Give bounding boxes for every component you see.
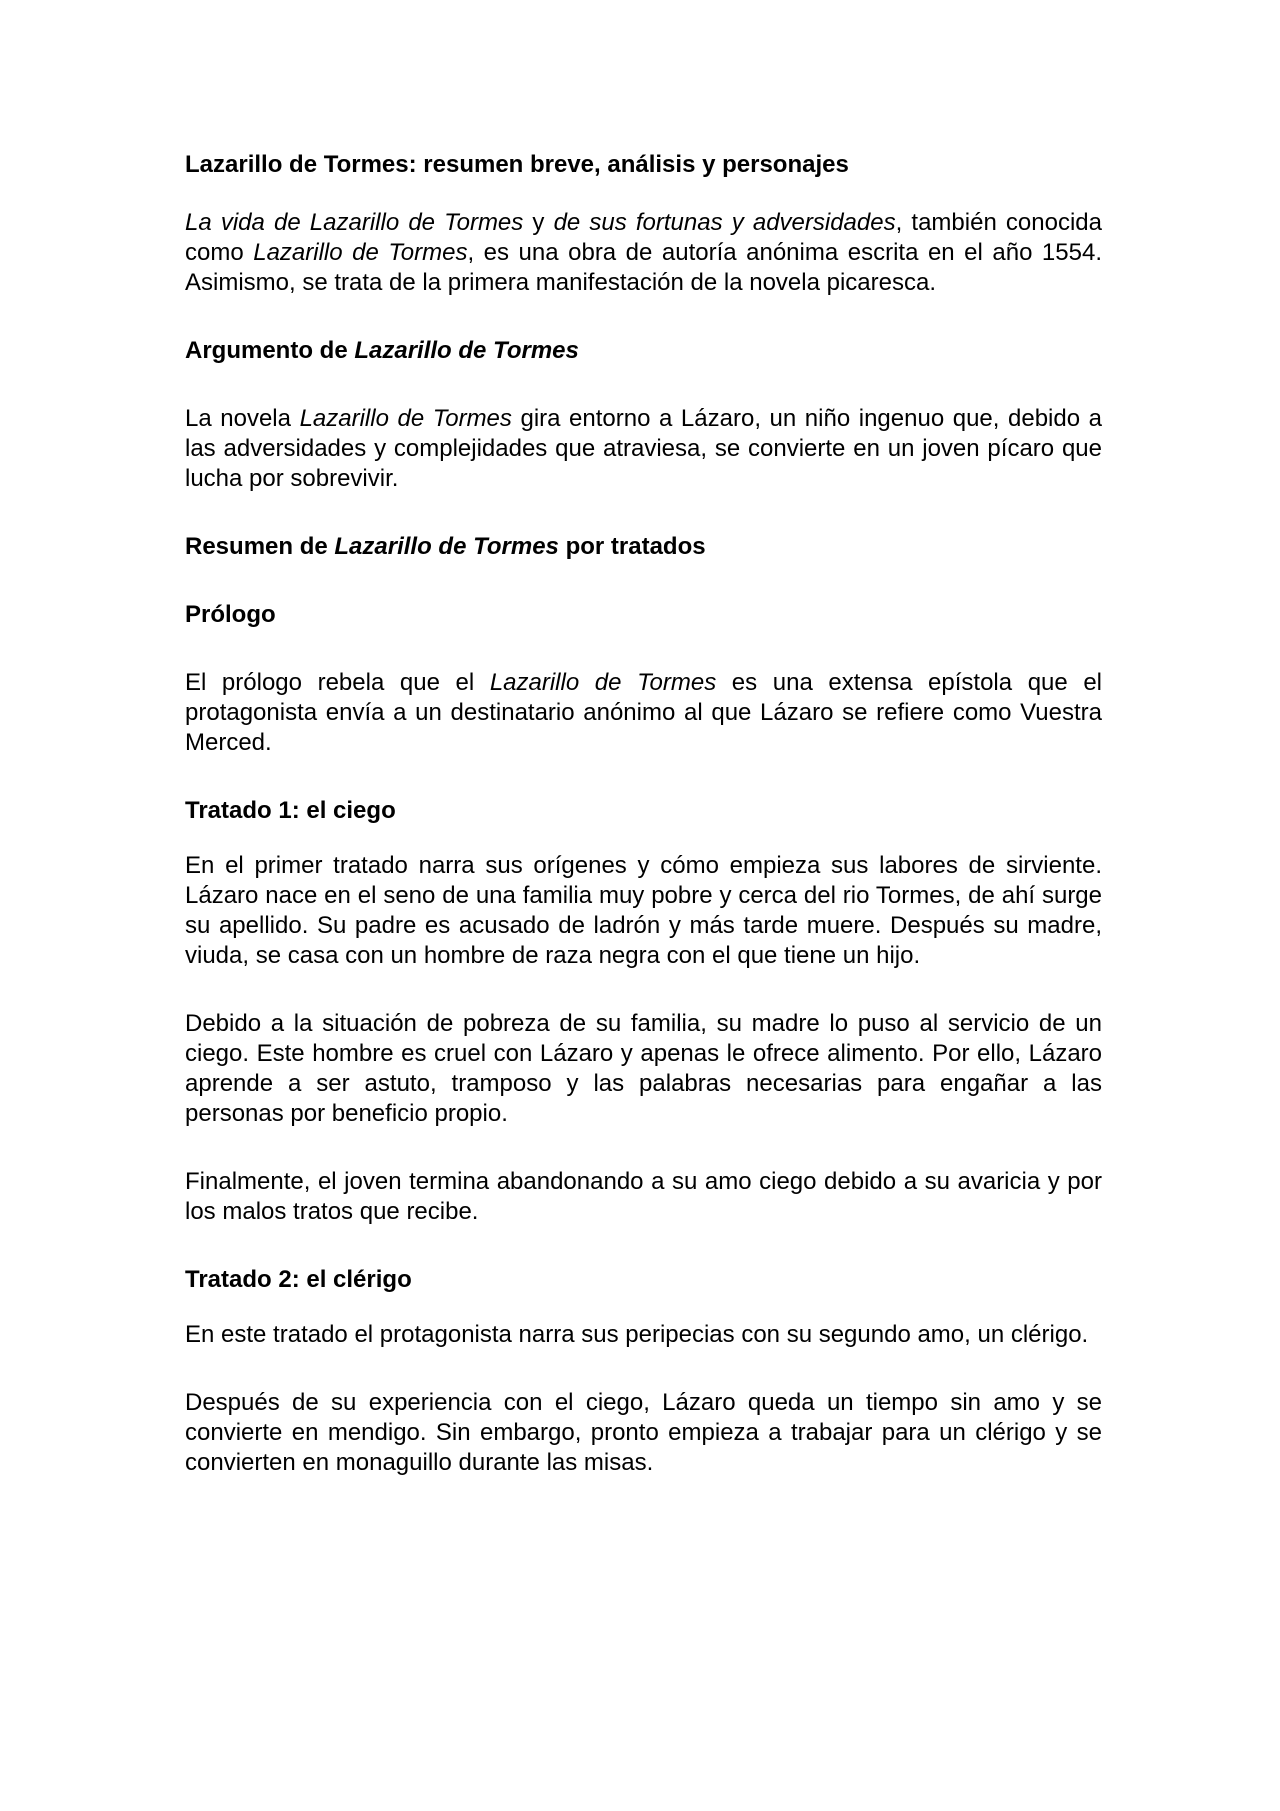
- prologo-paragraph: [185, 668, 1102, 758]
- tratado1-paragraph-2: Debido a la situación de pobreza de su familia, su madre lo puso al servicio de un ciego. Este hombre es cruel con Lázaro y apenas le ofrece alimento. Por ello, Lázaro aprende a ser astuto, tramposo y las palabras necesarias para engañar a las personas por beneficio propio.: [185, 1010, 1102, 1127]
- intro-text-2: , también conocida como: [185, 209, 1102, 266]
- document-page: [185, 150, 1102, 1478]
- tratado1-heading: Tratado 1: el ciego: [185, 797, 396, 824]
- resumen-heading-italic: Lazarillo de Tormes: [334, 533, 559, 560]
- intro-paragraph: [185, 208, 1102, 298]
- tratado2-paragraph-2: Después de su experiencia con el ciego, Lázaro queda un tiempo sin amo y se convierte en mendigo. Sin embargo, pronto empieza a trabajar para un clérigo y se convierten en monaguillo durante las misas.: [185, 1389, 1102, 1476]
- tratado1-paragraph-1: En el primer tratado narra sus orígenes y cómo empieza sus labores de sirviente. Lázaro nace en el seno de una familia muy pobre y cerca del rio Tormes, de ahí surge su apellido. Su padre es acusado de ladrón y más tarde muere. Después su madre, viuda, se casa con un hombre de raza negra con el que tiene un hijo.: [185, 852, 1102, 969]
- tratado1-paragraph-3: Finalmente, el joven termina abandonando a su amo ciego debido a su avaricia y por los malos tratos que recibe.: [185, 1168, 1102, 1225]
- resumen-heading: [185, 532, 1102, 562]
- prologo-text-italic: Lazarillo de Tormes: [489, 669, 717, 696]
- tratado2-paragraph-1: En este tratado el protagonista narra sus peripecias con su segundo amo, un clérigo.: [185, 1321, 1089, 1348]
- resumen-heading-post: por tratados: [558, 533, 706, 560]
- argumento-text-post: gira entorno a Lázaro, un niño ingenuo que, debido a las adversidades y complejidades que atraviesa, se convierte en un joven pícaro que lucha por sobrevivir.: [185, 405, 1102, 492]
- argumento-paragraph: [185, 404, 1102, 494]
- tratado2-heading: Tratado 2: el clérigo: [185, 1266, 412, 1293]
- prologo-heading: Prólogo: [185, 601, 276, 628]
- argumento-text-pre: La novela: [185, 405, 300, 432]
- argumento-text-italic: Lazarillo de Tormes: [299, 405, 512, 432]
- argumento-heading-pre: Argumento de: [185, 337, 355, 364]
- intro-text-3: , es una obra de autoría anónima escrita en el año 1554. Asimismo, se trata de la primera manifestación de la novela picaresca.: [185, 239, 1102, 296]
- prologo-text-pre: El prólogo rebela que el: [185, 669, 490, 696]
- intro-italic-1: La vida de Lazarillo de Tormes: [185, 209, 524, 236]
- document-title: Lazarillo de Tormes: resumen breve, análisis y personajes: [185, 151, 849, 178]
- intro-italic-2: de sus fortunas y adversidades: [553, 209, 896, 236]
- prologo-text-post: es una extensa epístola que el protagonista envía a un destinatario anónimo al que Lázaro se refiere como Vuestra Merced.: [185, 669, 1103, 756]
- intro-italic-3: Lazarillo de Tormes: [253, 239, 468, 266]
- argumento-heading: [185, 336, 1102, 366]
- resumen-heading-pre: Resumen de: [185, 533, 335, 560]
- intro-text-1: y: [523, 209, 554, 236]
- argumento-heading-italic: Lazarillo de Tormes: [354, 337, 579, 364]
